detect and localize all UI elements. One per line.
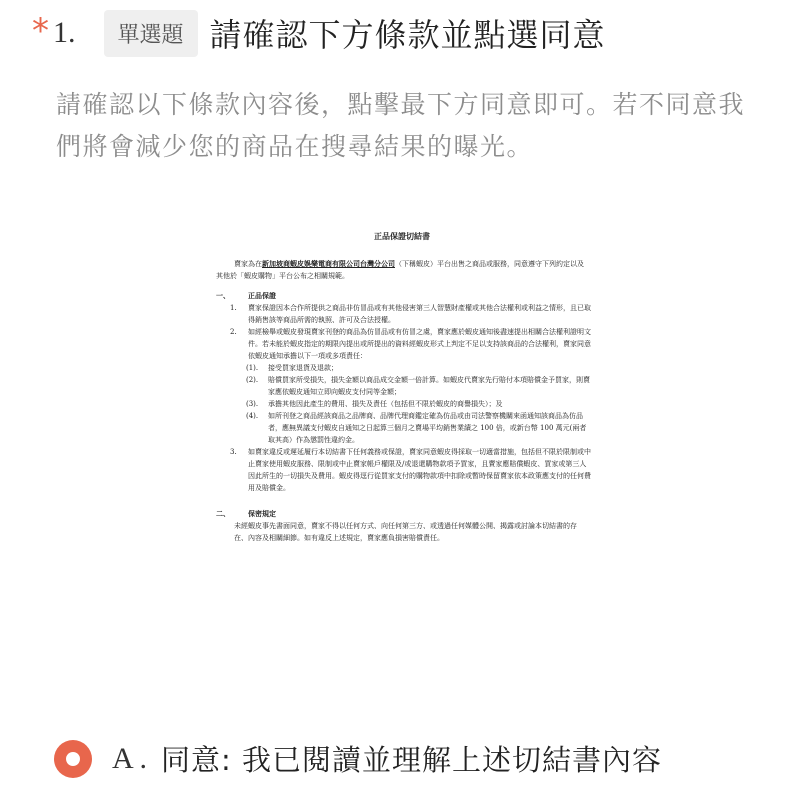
item-text: 賣家保證因本合作所提供之商品非仿冒品或有其他侵害第三人智慧財產權或其他合法權利或利益之情形，且已取得銷售該等商品所需的執照、許可及合法授權。 <box>248 304 591 324</box>
section-2-heading <box>212 508 592 520</box>
agreement-document-image <box>212 230 592 544</box>
subitem-number: (1). <box>246 364 259 372</box>
question-header <box>32 8 606 58</box>
document-title: 正品保證切結書 <box>374 231 430 241</box>
section-2-text: 未經蝦皮事先書面同意，賣家不得以任何方式、向任何第三方、或透過任何媒體公開、揭露或討論本切結書的存在、內容及相關細節。如有違反上述規定，賣家應負損害賠償責任。 <box>234 522 577 542</box>
subitem-text: 如所刊登之商品經該商品之品牌商、品牌代理商鑑定確為仿品或由司法警察機關來函通知該商品為仿品者，應無異議支付蝦皮自通知之日起算三個月之賣場平均銷售業績之 100 倍，或新台幣 100 萬元(兩者取其高）作為懲罰性違約金。 <box>268 412 587 444</box>
subitem-text: 接受買家退貨及退款； <box>268 364 338 372</box>
section-2-title: 保密規定 <box>248 509 276 518</box>
option-label: 同意: 我已閱讀並理解上述切結書內容 <box>161 743 663 777</box>
section-1-item <box>230 302 592 326</box>
section-2-number: 二、 <box>216 509 230 518</box>
section-1-title: 正品保證 <box>248 291 276 300</box>
subitem-number: (3). <box>246 400 259 408</box>
document-intro <box>216 258 588 282</box>
section-1-number: 一、 <box>216 291 230 300</box>
item-number: 3. <box>230 448 237 456</box>
subitem-text: 賠償買家所受損失，損失金額以商品成交金額一倍計算。如蝦皮代賣家先行賠付本項賠償金予買家，則賣家應依蝦皮通知立即向蝦皮支付同等金額； <box>268 376 590 396</box>
intro-party: 新加坡商蝦皮娛樂電商有限公司台灣分公司 <box>262 259 395 268</box>
subitem-number: (2). <box>246 376 259 384</box>
intro-prefix: 賣家為在 <box>234 260 262 268</box>
question-number: 1. <box>53 16 76 49</box>
question-description: 請確認以下條款內容後，點擊最下方同意即可。若不同意我們將會減少您的商品在搜尋結果的曝光。 <box>56 90 746 161</box>
option-letter: A . <box>112 741 148 775</box>
subitem-number: (4). <box>246 412 259 420</box>
section-1-item <box>230 446 592 494</box>
intro-suffix: （下稱蝦皮）平台出售之商品或服務，同意遵守下列約定以及其他於「蝦皮購物」平台公布之相關規範。 <box>216 260 584 280</box>
section-1-subitem <box>246 374 592 398</box>
subitem-text: 承擔其他因此產生的費用、損失及責任（包括但不限於蝦皮的商譽損失）；及 <box>268 400 503 408</box>
section-1-heading <box>212 290 592 302</box>
section-1-subitem <box>246 398 592 410</box>
option-a[interactable] <box>54 738 662 779</box>
item-text: 如經檢舉或蝦皮發現賣家刊登的商品為仿冒品或有仿冒之虞，賣家應於蝦皮通知後盡速提出相關合法權利證明文件。若未能於蝦皮指定的期限內提出或所提出的資料經蝦皮形式上判定不足以支持該商品的合法權利，賣家同意依蝦皮通知承擔以下一項或多項責任： <box>248 328 591 360</box>
radio-selected-icon[interactable] <box>54 740 92 778</box>
section-1-subitem <box>246 362 592 374</box>
item-text: 如賣家違反或遲延履行本切結書下任何義務或保證，賣家同意蝦皮得採取一切適當措施，包括但不限於限制或中止賣家使用蝦皮服務、限制或中止賣家帳戶權限及/或退還購物款項予買家，且賣家應賠償蝦皮、買家或第三人因此所生的一切損失及費用。蝦皮得逕行從買家支付的購物款項中扣除或暫時保留賣家依本政策應支付的任何費用及賠償金。 <box>248 448 591 492</box>
item-number: 1. <box>230 304 237 312</box>
radio-dot <box>66 752 80 766</box>
required-marker: * <box>32 11 49 51</box>
section-1-item <box>230 326 592 362</box>
question-title: 請確認下方條款並點選同意 <box>209 16 606 54</box>
section-1-subitem <box>246 410 592 446</box>
question-type-badge: 單選題 <box>104 10 198 57</box>
item-number: 2. <box>230 328 237 336</box>
